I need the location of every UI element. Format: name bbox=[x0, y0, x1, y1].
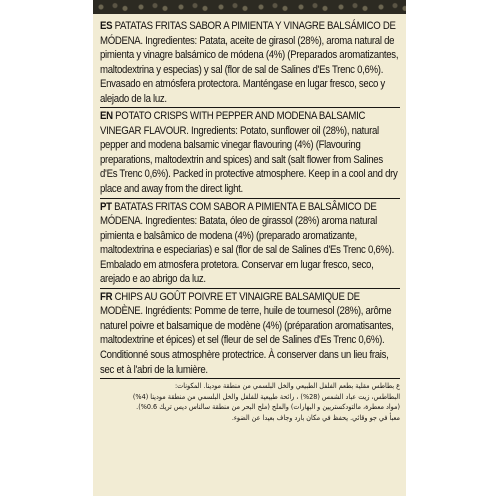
arabic-line: معبأ في جو وقائي. يحفظ في مكان بارد وجاف بعيدا عن الضوء. bbox=[231, 412, 400, 422]
section-es-heading: PATATAS FRITAS SABOR A PIMIENTA Y VINAGRE BALSÁMICO DE MÓDENA. bbox=[100, 20, 396, 47]
section-fr-heading: CHIPS AU GOÛT POIVRE ET VINAIGRE BALSAMIQUE DE MODÈNE. bbox=[100, 290, 360, 318]
language-code-pt: PT bbox=[100, 200, 112, 213]
section-fr-text bbox=[100, 290, 400, 377]
top-packaging-strip bbox=[93, 0, 406, 14]
section-en bbox=[100, 108, 400, 198]
section-fr bbox=[100, 289, 400, 379]
ingredients-label bbox=[100, 18, 400, 424]
product-label-frame bbox=[93, 0, 406, 496]
section-pt-body: Ingredientes: Batata, óleo de girassol (28%) aroma natural pimienta e balsâmico de modena (4%) (preparado aromatizante, maltodextrina e especiarias) e sal (flor de sal de Salines d'Es Trenc 0,6%). Embalado em atmosfera protetora. Conservar em lugar fresco, seco, arejado e ao abrigo da luz. bbox=[100, 215, 394, 286]
language-code-es: ES bbox=[100, 20, 113, 32]
section-ar bbox=[100, 379, 400, 423]
section-pt bbox=[100, 199, 400, 289]
section-pt-text bbox=[100, 200, 400, 287]
arabic-line: (مواد معطرة، مالتودكستريين و البهارات) والملح (ملح البحر من منطقة سالناس ديس تريك 0.6%). bbox=[136, 402, 400, 412]
section-en-heading: POTATO CRISPS WITH PEPPER AND MODENA BALSAMIC VINEGAR FLAVOUR. bbox=[100, 110, 366, 137]
arabic-line: البطاطس، زيت عباد الشمس (28%) ، رائحة طبيعية للفلفل والخل البلسمي من منطقة مودينا (4%) bbox=[132, 391, 400, 401]
section-es-body: Ingredientes: Patata, aceite de girasol (28%), aroma natural de pimienta y vinagre balsámico de módena (4%) (Preparados aromatizantes, maltodextrina y especias) y sal (flor de sal de Salines d'Es Trenc 0,6%). Envasado en atmósfera protectora. Manténgase en lugar fresco, seco y alejado de la luz. bbox=[100, 34, 399, 105]
section-es bbox=[100, 18, 400, 108]
section-fr-body: Ingrédients: Pomme de terre, huile de tournesol (28%), arôme naturel poivre et balsamique de modène (4%) (préparation aromatisantes, maltodextrine et épices) et sel (fleur de sel de Salines d'Es Trenc 0,6%). Conditionné sous atmosphère protectrice. À conserver dans un lieu frais, sec et à l'abri de la lumière. bbox=[100, 305, 394, 376]
language-code-en: EN bbox=[100, 110, 113, 123]
arabic-line: ع بطاطس مقلية بطعم الفلفل الطبيعي والخل البلسمي من منطقة مودينا. المكونات: bbox=[174, 381, 400, 391]
section-pt-heading: BATATAS FRITAS COM SABOR A PIMIENTA E BALSÂMICO DE MÓDENA. bbox=[100, 200, 377, 228]
section-en-text bbox=[100, 109, 400, 196]
section-es-text bbox=[100, 19, 400, 106]
language-code-fr: FR bbox=[100, 290, 113, 303]
section-en-body: Ingredients: Potato, sunflower oil (28%), natural pepper and modena balsamic vinegar flavouring (4%) (Flavouring preparations, maltodextrin and spices) and salt (salt flower from Salines d'Es Trenc 0,6%). Packed in protective atmosphere. Keep in a cool and dry place and away from the direct light. bbox=[100, 124, 398, 196]
